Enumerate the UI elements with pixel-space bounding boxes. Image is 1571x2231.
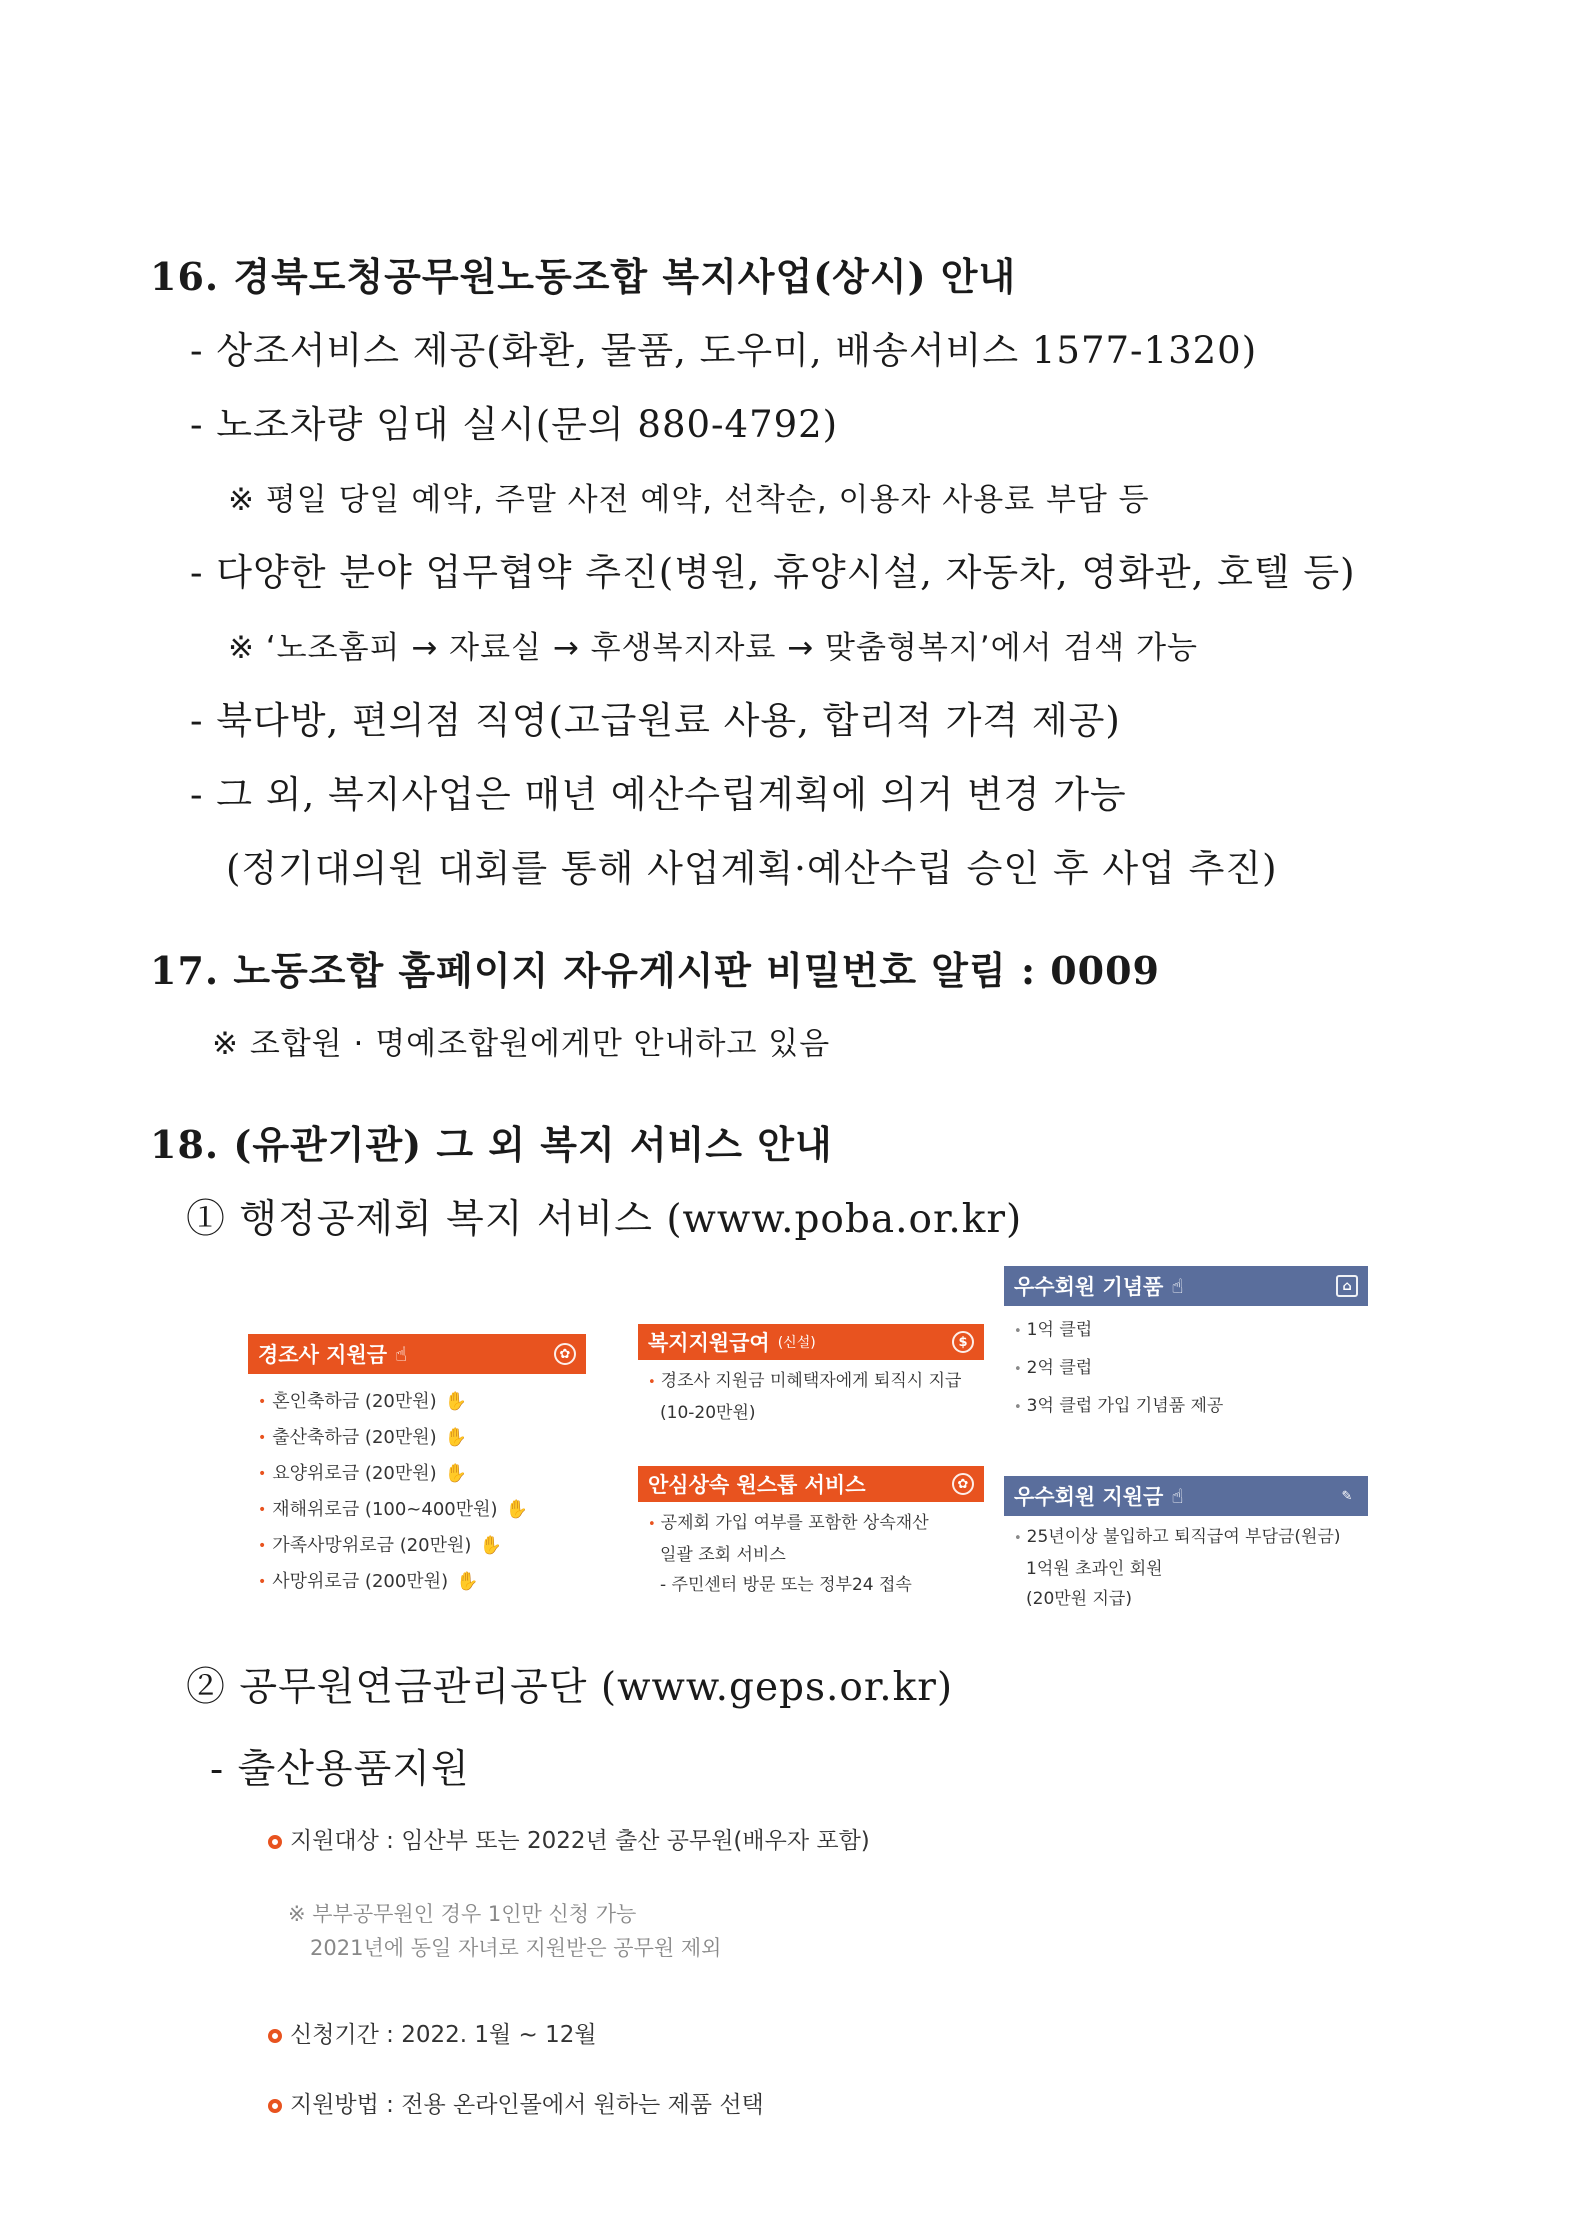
clap-icon: ✋ (444, 1427, 468, 1448)
panel-jiwon-body: • 25년이상 불입하고 퇴직급여 부담금(원금) 1억원 초과인 회원 (20만원 지급) (1004, 1516, 1368, 1620)
list-item: • 혼인축하금 (20만원) ✋ (258, 1384, 586, 1420)
section-18-title: 18. (유관기관) 그 외 복지 서비스 안내 (150, 1122, 833, 1167)
list-item: • 사망위로금 (200만원) ✋ (258, 1564, 586, 1600)
panel-ansim (638, 1466, 984, 1616)
gyeongjosa-list (248, 1384, 586, 1600)
s18-sub-2: ② 공무원연금관리공단 (www.geps.or.kr) (186, 1665, 954, 1710)
ginyeom-item-1: 1억 클럽 (1026, 1320, 1093, 1340)
gift-icon: ⌂ (1336, 1275, 1358, 1297)
geps-method: 지원방법 : 전용 온라인몰에서 원하는 제품 선택 (268, 2086, 764, 2119)
s18-sub-1: ① 행정공제회 복지 서비스 (www.poba.or.kr) (186, 1197, 1023, 1242)
ginyeom-item-2: 2억 클럽 (1026, 1358, 1093, 1378)
panel-gyeongjosa-header (248, 1334, 586, 1374)
panel-ansim-header (638, 1466, 984, 1502)
s16-item-3: - 다양한 분야 업무협약 추진(병원, 휴양시설, 자동차, 영화관, 호텔 등) (190, 551, 1356, 594)
list-item: • 재해위로금 (100~400만원) ✋ (258, 1492, 586, 1528)
list-item: • 요양위로금 (20만원) ✋ (258, 1456, 586, 1492)
s16-note-1: ※ 평일 당일 예약, 주말 사전 예약, 선착순, 이용자 사용료 부담 등 (228, 482, 1150, 518)
panel-bokji (638, 1324, 984, 1448)
geps-target: 지원대상 : 임산부 또는 2022년 출산 공무원(배우자 포함) (268, 1822, 870, 1855)
bokji-line-2: (10-20만원) (660, 1403, 756, 1423)
section-16-title: 16. 경북도청공무원노동조합 복지사업(상시) 안내 (150, 254, 1017, 299)
coin-icon: $ (952, 1331, 974, 1353)
s16-item-4: - 북다방, 편의점 직영(고급원료 사용, 합리적 가격 제공) (190, 699, 1121, 742)
panel-jiwon-header (1004, 1476, 1368, 1516)
ansim-line-1: 공제회 가입 여부를 포함한 상속재산 (660, 1513, 929, 1533)
panel-ansim-title: 안심상속 원스톱 서비스 (648, 1473, 866, 1497)
list-item: • 출산축하금 (20만원) ✋ (258, 1420, 586, 1456)
panel-bokji-tag: (신설) (777, 1335, 816, 1351)
circle-bullet-icon (268, 2099, 282, 2113)
clap-icon: ✋ (456, 1571, 479, 1592)
badge-icon: ✿ (554, 1343, 576, 1365)
clap-icon: ✋ (505, 1499, 528, 1520)
circle-bullet-icon (268, 1835, 282, 1849)
panel-gyeongjosa (248, 1334, 586, 1622)
panel-bokji-header (638, 1324, 984, 1360)
geps-period: 신청기간 : 2022. 1월 ~ 12월 (268, 2016, 597, 2049)
pencil-icon: ✎ (1341, 1488, 1353, 1504)
panel-ginyeom-body: • 1억 클럽 • 2억 클럽 • 3억 클럽 가입 기념품 제공 (1014, 1320, 1224, 1416)
panel-gyeongjosa-title: 경조사 지원금 (258, 1343, 388, 1367)
ginyeom-item-3: 3억 클럽 가입 기념품 제공 (1026, 1396, 1224, 1416)
s18-sub-2-item: - 출산용품지원 (210, 1747, 470, 1792)
panel-ginyeom-header (1004, 1266, 1368, 1306)
badge-icon: ✿ (952, 1473, 974, 1495)
list-item: • 가족사망위로금 (20만원) ✋ (258, 1528, 586, 1564)
s16-item-5-cont: (정기대의원 대회를 통해 사업계획·예산수립 승인 후 사업 추진) (226, 847, 1278, 890)
geps-note-2: 2021년에 동일 자녀로 지원받은 공무원 제외 (310, 1936, 722, 1960)
hand-pointer-icon: ☝ (1171, 1274, 1184, 1298)
panel-jiwon-title: 우수회원 지원금 (1014, 1485, 1164, 1509)
s16-item-1: - 상조서비스 제공(화환, 물품, 도우미, 배송서비스 1577-1320) (190, 329, 1258, 372)
jiwon-line-2: 1억원 초과인 회원 (1026, 1559, 1163, 1579)
jiwon-line-3: (20만원 지급) (1026, 1589, 1132, 1609)
circle-bullet-icon (268, 2029, 282, 2043)
hand-pointer-icon: ☝ (395, 1342, 408, 1366)
ansim-line-2: 일괄 조회 서비스 (660, 1545, 786, 1565)
hand-pointer-icon: ☝ (1171, 1484, 1184, 1508)
panel-ginyeom-title: 우수회원 기념품 (1014, 1275, 1164, 1299)
jiwon-line-1: 25년이상 불입하고 퇴직급여 부담금(원금) (1026, 1527, 1341, 1547)
panel-jiwon (1004, 1476, 1368, 1626)
bokji-line-1: 경조사 지원금 미혜택자에게 퇴직시 지급 (660, 1371, 962, 1391)
s16-item-5: - 그 외, 복지사업은 매년 예산수립계획에 의거 변경 가능 (190, 773, 1127, 816)
s17-note: ※ 조합원 · 명예조합원에게만 안내하고 있음 (212, 1026, 831, 1062)
clap-icon: ✋ (444, 1463, 468, 1484)
panel-bokji-body: • 경조사 지원금 미혜택자에게 퇴직시 지급 (10-20만원) (638, 1360, 984, 1434)
s16-note-2: ※ ‘노조홈피 → 자료실 → 후생복지자료 → 맞춤형복지’에서 검색 가능 (228, 630, 1198, 666)
ansim-line-3: - 주민센터 방문 또는 정부24 접속 (660, 1575, 912, 1595)
geps-note-1: ※ 부부공무원인 경우 1인만 신청 가능 (288, 1902, 637, 1926)
section-17-title: 17. 노동조합 홈페이지 자유게시판 비밀번호 알림 : 0009 (150, 948, 1160, 993)
panel-ansim-body: • 공제회 가입 여부를 포함한 상속재산 일괄 조회 서비스 - 주민센터 방문 또는 정부24 접속 (638, 1502, 984, 1606)
panel-bokji-title: 복지지원급여 (648, 1331, 770, 1355)
clap-icon: ✋ (479, 1535, 502, 1556)
s16-item-2: - 노조차량 임대 실시(문의 880-4792) (190, 403, 839, 446)
clap-icon: ✋ (444, 1391, 468, 1412)
panel-ginyeom (1004, 1266, 1368, 1426)
